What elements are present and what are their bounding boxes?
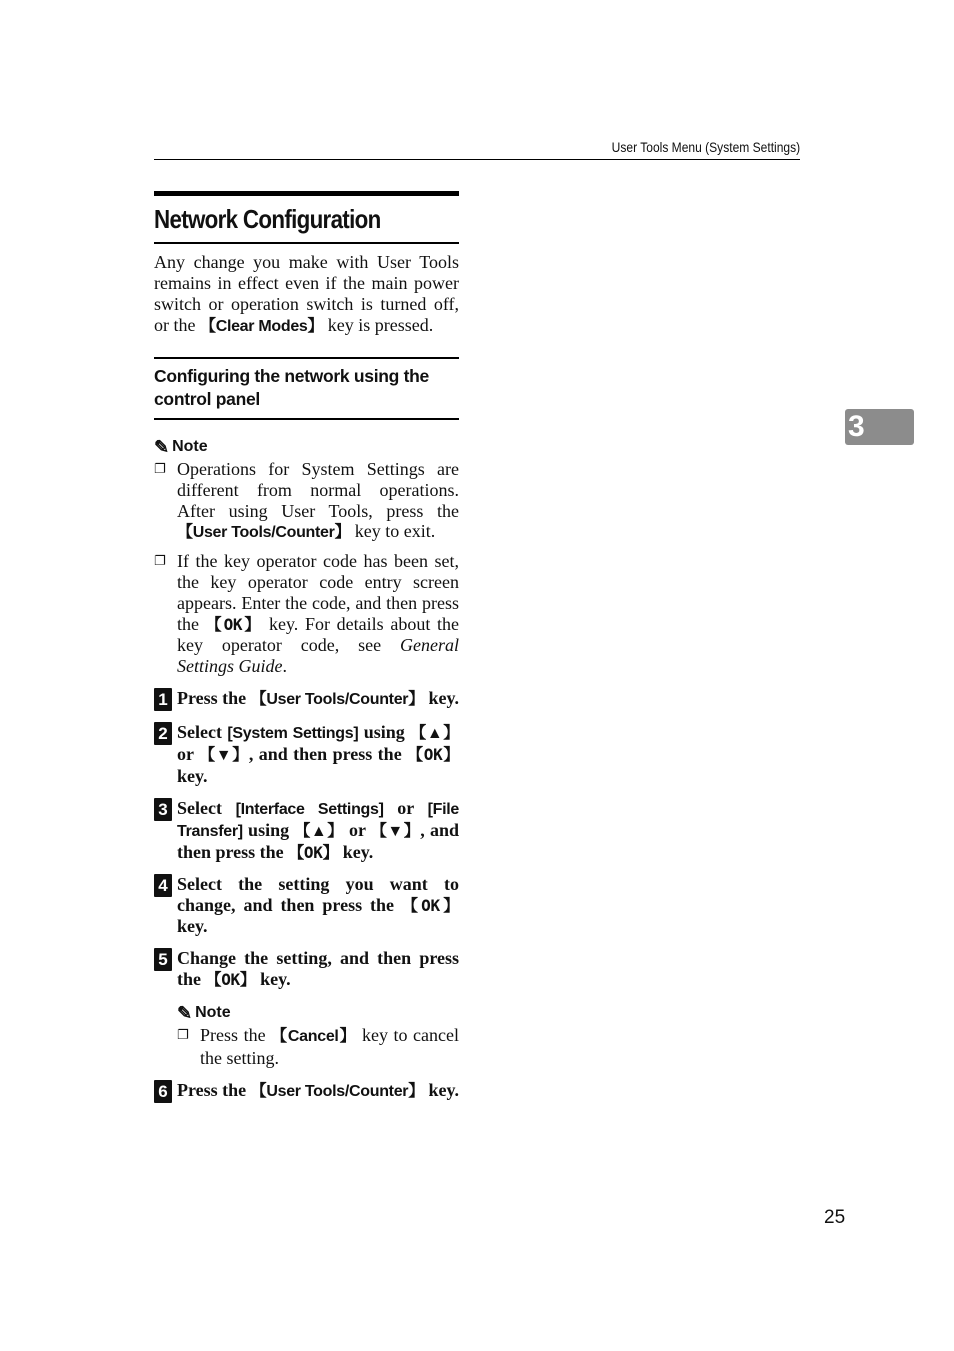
- note-label: Note: [172, 438, 208, 455]
- ok-key: 【OK】: [407, 744, 460, 764]
- user-tools-counter-key: 【User Tools/Counter】: [250, 1082, 424, 1100]
- step-6: 6 Press the 【User Tools/Counter】 key.: [154, 1080, 459, 1103]
- step-number: 2: [154, 722, 172, 745]
- main-column: [154, 191, 459, 1103]
- intro-paragraph: [154, 252, 459, 337]
- note-item: ❐ If the key operator code has been set, the key operator code entry screen appears. Enter the code, and then press the 【OK】 key. For details about the key operator code, see General Settings Guide.: [154, 551, 459, 677]
- note-heading: [177, 1002, 459, 1024]
- menu-system-settings: [System Settings]: [227, 724, 359, 742]
- menu-interface-settings: [Interface Settings]: [235, 800, 384, 818]
- step-3: 3 Select [Interface Settings] or [File Transfer] using 【▲】 or 【▼】, and then press the 【OK】 key.: [154, 798, 459, 863]
- step-4: 4 Select the setting you want to change, and then press the 【OK】 key.: [154, 874, 459, 937]
- ok-key: 【OK】: [205, 614, 263, 634]
- clear-modes-key: 【Clear Modes】: [199, 318, 324, 335]
- up-arrow-key: 【▲】: [294, 822, 344, 840]
- step-5-note: [177, 1002, 459, 1069]
- title-bottom-rule: [154, 242, 459, 244]
- subsection-bottom-rule: [154, 418, 459, 420]
- running-header-text: User Tools Menu (System Settings): [611, 139, 800, 155]
- note-item: ❐ Operations for System Settings are different from normal operations. After using User Tools, press the 【User Tools/Counter】 key to exit.: [154, 459, 459, 544]
- page-number: 25: [824, 1207, 846, 1228]
- ok-key: 【OK】: [205, 969, 256, 989]
- down-arrow-key: 【▼】: [199, 746, 249, 764]
- guide-reference: General Settings Guide: [177, 635, 459, 677]
- step-number: 6: [154, 1080, 172, 1103]
- note-heading: [154, 436, 459, 458]
- running-header: [154, 137, 800, 160]
- step-1: 1 Press the 【User Tools/Counter】 key.: [154, 688, 459, 711]
- step-5: 5 Change the setting, and then press the 【OK】 key.: [154, 948, 459, 990]
- user-tools-counter-key: 【User Tools/Counter】: [250, 690, 424, 708]
- checkbox-icon: ❐: [177, 1027, 189, 1043]
- subsection-title: Configuring the network using the control panel: [154, 366, 429, 409]
- intro-text: Any change you make with User Tools remains in effect even if the main power switch or operation switch is turned off, or the: [154, 252, 459, 335]
- checkbox-icon: ❐: [154, 554, 166, 570]
- intro-text-end: key is pressed.: [323, 315, 434, 335]
- menu-file-transfer: [File Transfer]: [177, 800, 459, 840]
- cancel-key: 【Cancel】: [271, 1027, 357, 1045]
- step-2: 2 Select [System Settings] using 【▲】 or 【▼】, and then press the 【OK】 key.: [154, 722, 459, 787]
- ok-key: 【OK】: [402, 895, 460, 915]
- step-number: 5: [154, 948, 172, 971]
- checkbox-icon: ❐: [154, 462, 166, 477]
- up-arrow-key: 【▲】: [410, 724, 459, 742]
- section-title: Network Configuration: [154, 204, 381, 234]
- chapter-number: 3: [848, 410, 865, 443]
- step-number: 1: [154, 688, 172, 711]
- down-arrow-key: 【▼】: [370, 822, 421, 840]
- step-number: 3: [154, 798, 172, 821]
- note-label: Note: [195, 1003, 231, 1021]
- ok-key: 【OK】: [288, 842, 339, 862]
- note-item: ❐ Press the 【Cancel】 key to cancel the setting.: [177, 1024, 460, 1068]
- pencil-icon: ✎: [177, 1002, 193, 1023]
- pencil-icon: ✎: [154, 437, 170, 457]
- step-number: 4: [154, 874, 172, 897]
- user-tools-counter-key: 【User Tools/Counter】: [177, 524, 351, 542]
- chapter-tab: [845, 409, 914, 445]
